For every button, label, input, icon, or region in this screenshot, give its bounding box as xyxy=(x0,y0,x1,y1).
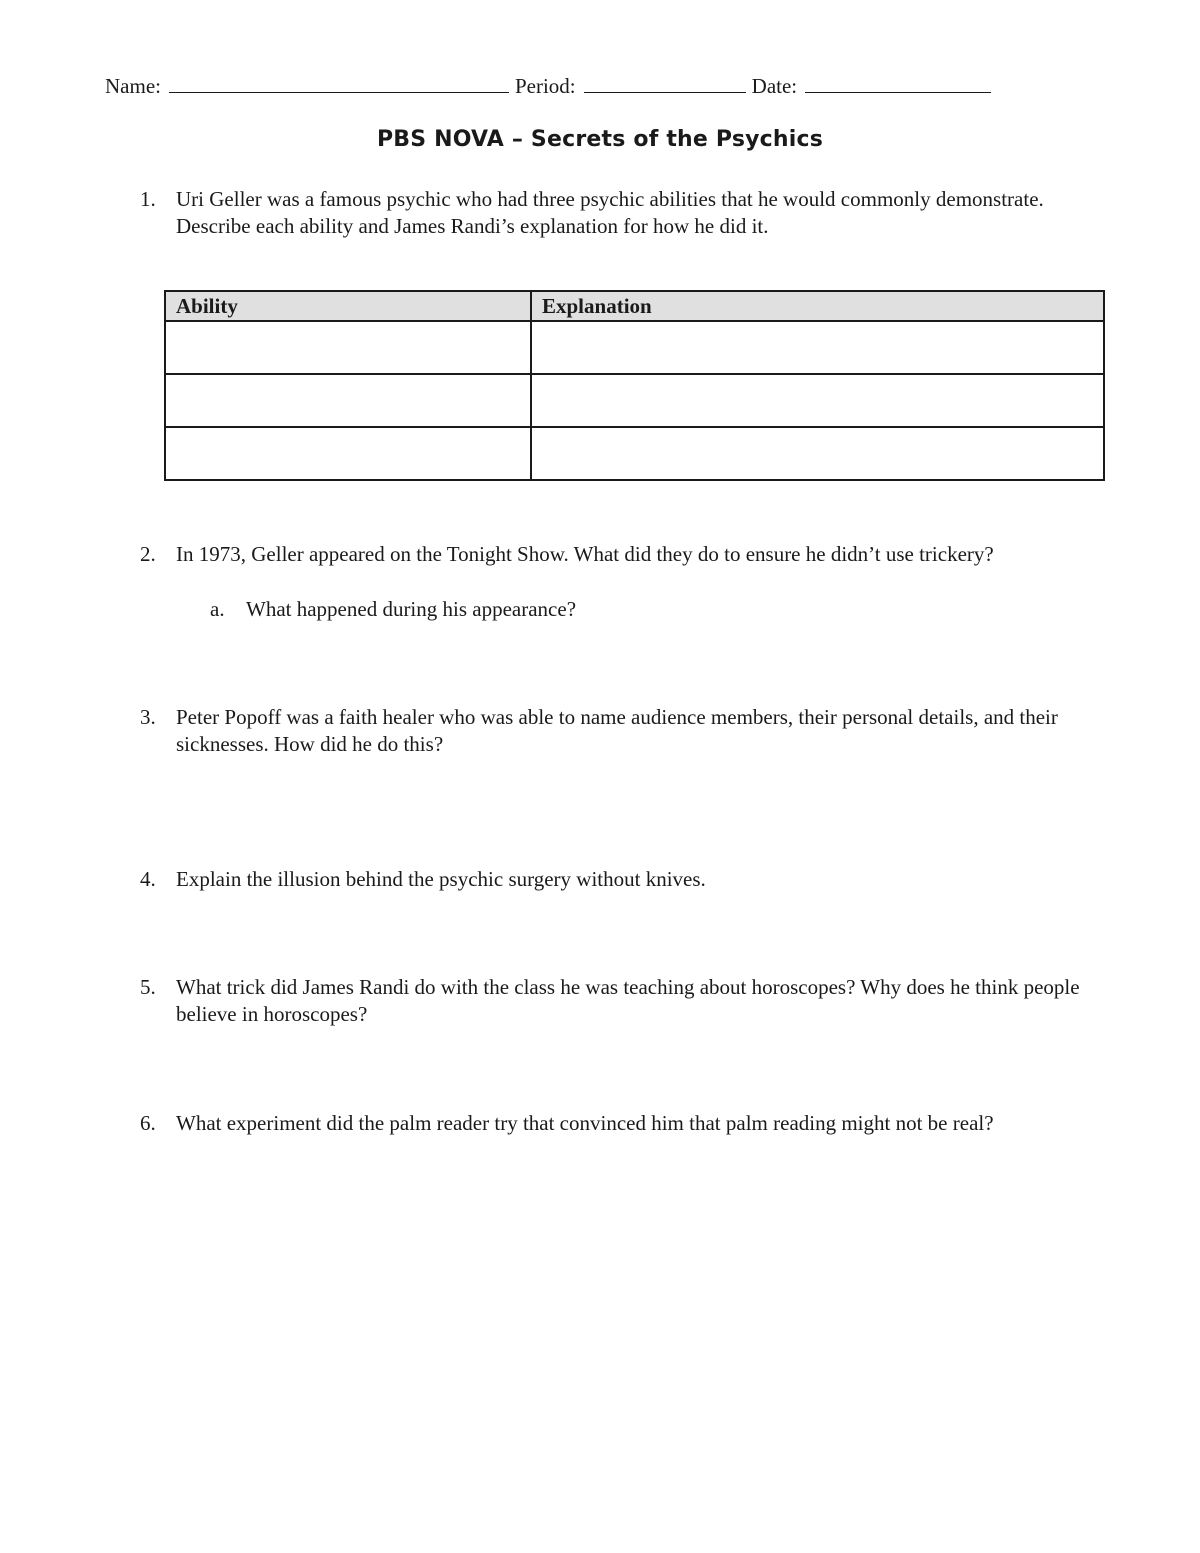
question-2a xyxy=(210,596,576,623)
explanation-cell[interactable] xyxy=(531,321,1104,374)
question-4 xyxy=(140,866,1100,893)
subquestion-text: What happened during his appearance? xyxy=(246,597,577,621)
question-2 xyxy=(140,541,1100,568)
ability-explanation-table xyxy=(164,290,1105,481)
ability-cell[interactable] xyxy=(165,374,531,427)
question-number: 3. xyxy=(140,705,156,729)
question-text: In 1973, Geller appeared on the Tonight Show. What did they do to ensure he didn’t use trickery? xyxy=(176,542,994,566)
table-row xyxy=(165,427,1104,480)
date-label: Date: xyxy=(751,74,798,98)
ability-cell[interactable] xyxy=(165,427,531,480)
question-text: Peter Popoff was a faith healer who was able to name audience members, their personal details, and their sicknesses. How did he do this? xyxy=(176,705,1058,756)
question-6 xyxy=(140,1110,1100,1137)
column-header-explanation: Explanation xyxy=(531,291,1104,321)
column-header-ability: Ability xyxy=(165,291,531,321)
question-text: Explain the illusion behind the psychic surgery without knives. xyxy=(176,867,706,891)
table-header-row xyxy=(165,291,1104,321)
question-text: What trick did James Randi do with the class he was teaching about horoscopes? Why does he think people believe in horoscopes? xyxy=(176,975,1080,1026)
worksheet-title: PBS NOVA – Secrets of the Psychics xyxy=(376,127,824,152)
question-number: 2. xyxy=(140,542,156,566)
question-text: Uri Geller was a famous psychic who had three psychic abilities that he would commonly demonstrate. Describe each ability and James Randi’s explanation for how he did it. xyxy=(176,187,1044,238)
ability-cell[interactable] xyxy=(165,321,531,374)
period-blank[interactable] xyxy=(584,72,746,93)
question-number: 5. xyxy=(140,975,156,999)
question-number: 6. xyxy=(140,1111,156,1135)
subquestion-letter: a. xyxy=(210,597,225,621)
period-label: Period: xyxy=(514,74,576,98)
student-info-line xyxy=(105,72,997,99)
table-row xyxy=(165,321,1104,374)
question-3 xyxy=(140,704,1100,758)
explanation-cell[interactable] xyxy=(531,427,1104,480)
question-1 xyxy=(140,186,1100,240)
question-number: 4. xyxy=(140,867,156,891)
date-blank[interactable] xyxy=(805,72,991,93)
question-text: What experiment did the palm reader try that convinced him that palm reading might not be real? xyxy=(176,1111,994,1135)
question-number: 1. xyxy=(140,187,156,211)
name-label: Name: xyxy=(105,74,161,98)
question-5 xyxy=(140,974,1100,1028)
explanation-cell[interactable] xyxy=(531,374,1104,427)
table-row xyxy=(165,374,1104,427)
name-blank[interactable] xyxy=(169,72,509,93)
